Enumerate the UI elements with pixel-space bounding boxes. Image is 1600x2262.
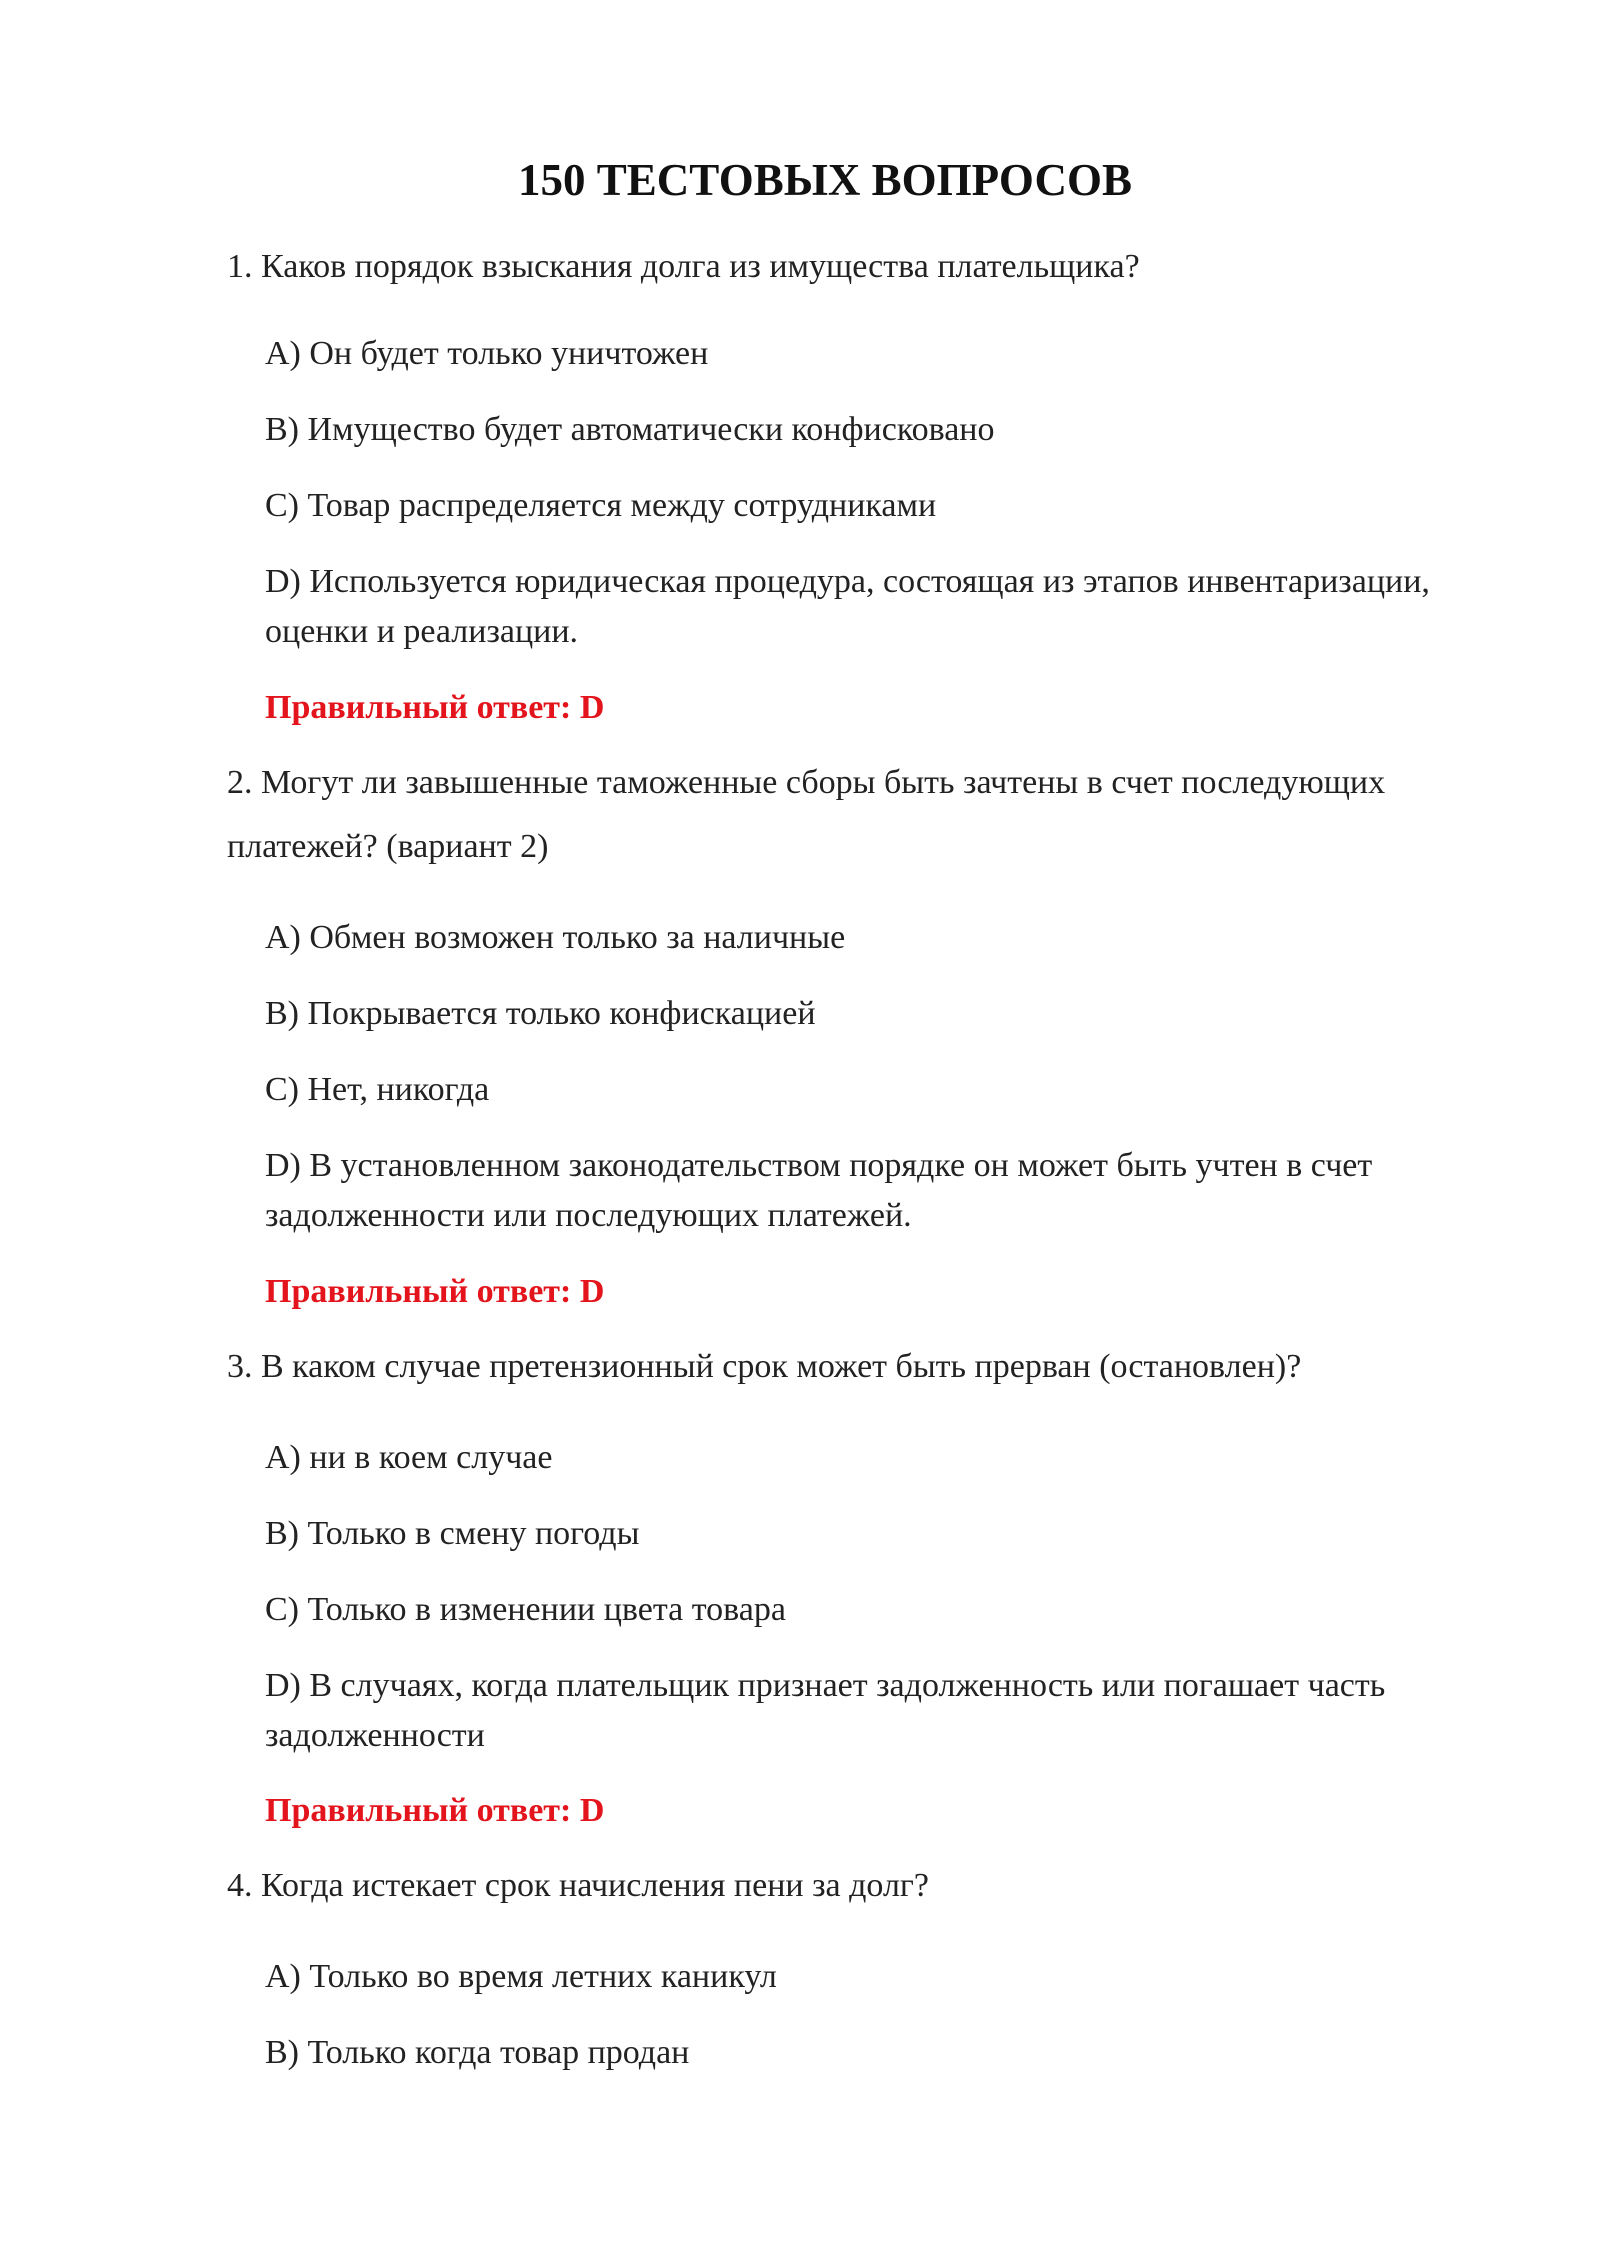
question-1-option-a: A) Он будет только уничтожен bbox=[265, 335, 709, 372]
question-2-option-b: B) Покрывается только конфискацией bbox=[265, 995, 816, 1032]
question-3-option-b: B) Только в смену погоды bbox=[265, 1515, 640, 1552]
question-2-text: 2. Могут ли завышенные таможенные сборы быть зачтены в счет последующих платежей? (вариант 2) bbox=[227, 764, 1386, 865]
question-3-option-c: C) Только в изменении цвета товара bbox=[265, 1591, 786, 1628]
question-1-text: 1. Каков порядок взыскания долга из имущества плательщика? bbox=[227, 248, 1140, 285]
question-3-option-d: D) В случаях, когда плательщик признает задолженность или погашает часть задолженности bbox=[265, 1667, 1386, 1754]
question-3-answer: Правильный ответ: D bbox=[265, 1792, 605, 1829]
question-2-option-c: C) Нет, никогда bbox=[265, 1071, 490, 1108]
question-2-option-d: D) В установленном законодательством порядке он может быть учтен в счет задолженности или последующих платежей. bbox=[265, 1147, 1373, 1234]
question-4-option-b: B) Только когда товар продан bbox=[265, 2034, 690, 2071]
question-1-answer: Правильный ответ: D bbox=[265, 689, 605, 726]
question-2-answer: Правильный ответ: D bbox=[265, 1273, 605, 1310]
question-4-option-a: A) Только во время летних каникул bbox=[265, 1958, 777, 1995]
question-2-option-a: A) Обмен возможен только за наличные bbox=[265, 919, 846, 956]
question-3-option-a: A) ни в коем случае bbox=[265, 1439, 553, 1476]
question-1-option-d: D) Используется юридическая процедура, состоящая из этапов инвентаризации, оценки и реализации. bbox=[265, 563, 1430, 650]
question-1-option-c: C) Товар распределяется между сотрудниками bbox=[265, 487, 937, 524]
question-3-text: 3. В каком случае претензионный срок может быть прерван (остановлен)? bbox=[227, 1348, 1302, 1385]
question-4-text: 4. Когда истекает срок начисления пени за долг? bbox=[227, 1867, 929, 1904]
question-1-option-b: B) Имущество будет автоматически конфисковано bbox=[265, 411, 995, 448]
page-title: 150 ТЕСТОВЫХ ВОПРОСОВ bbox=[518, 155, 1132, 205]
